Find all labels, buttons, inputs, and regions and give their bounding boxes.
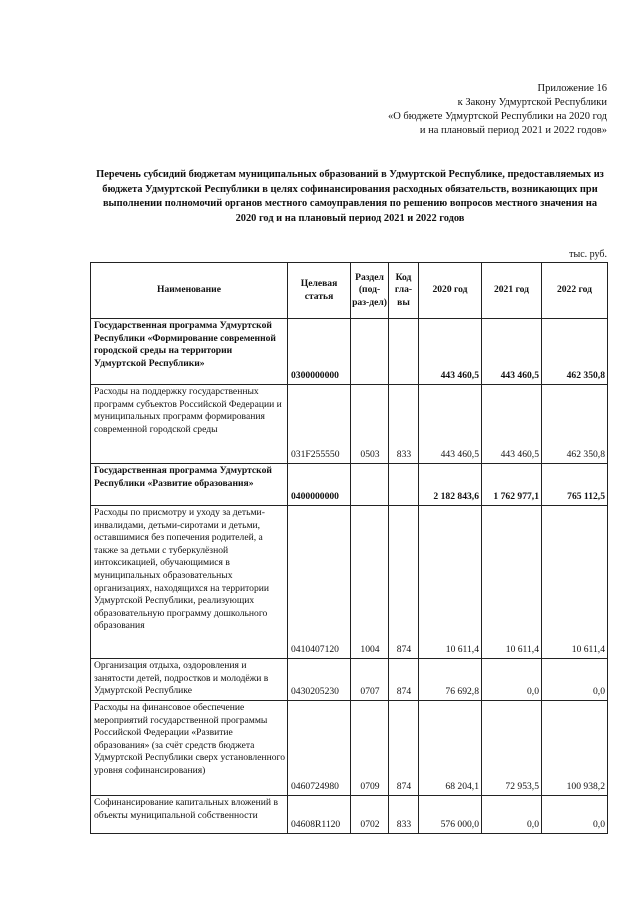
row-section [351,319,389,385]
row-2021: 443 460,5 [482,319,542,385]
row-section: 0709 [351,701,389,796]
row-2022: 100 938,2 [542,701,608,796]
row-2022: 462 350,8 [542,319,608,385]
column-header-2020: 2020 год [419,263,482,319]
row-name: Государственная программа Удмуртской Республики «Формирование современной городской среды на территории Удмуртской Республики» [91,319,288,385]
row-name: Расходы на поддержку государственных программ субъектов Российской Федерации и муниципальных программ формирования современной городской среды [91,385,288,464]
row-name: Организация отдыха, оздоровления и занятости детей, подростков и молодёжи в Удмуртской Республике [91,659,288,701]
column-header-chapter: Код гла-вы [389,263,419,319]
title-line: Перечень субсидий бюджетам муниципальных образований в Удмуртской Республике, предоставляемых из [96,169,604,180]
appendix-line: к Закону Удмуртской Республики [457,97,607,108]
row-name: Государственная программа Удмуртской Республики «Развитие образования» [91,464,288,506]
row-chapter: 833 [389,385,419,464]
row-2020: 443 460,5 [419,385,482,464]
appendix-line: и на плановый период 2021 и 2022 годов» [419,125,607,136]
row-2021: 1 762 977,1 [482,464,542,506]
column-header-2022: 2022 год [542,263,608,319]
appendix-reference [307,82,607,138]
appendix-line: «О бюджете Удмуртской Республики на 2020 год [387,111,607,122]
row-chapter: 874 [389,701,419,796]
row-section: 0503 [351,385,389,464]
document-title [86,168,614,226]
row-2021: 0,0 [482,659,542,701]
row-name: Расходы по присмотру и уходу за детьми-инвалидами, детьми-сиротами и детьми, оставшимися без попечения родителей, а также за детьми с туберкулёзной интоксикацией, обучающимися в муниципальных образовательных организациях, находящихся на территории Удмуртской Республики, реализующих образовательную программу дошкольного образования [91,506,288,659]
row-2021: 0,0 [482,796,542,834]
row-2021: 72 953,5 [482,701,542,796]
row-chapter [389,464,419,506]
row-name: Софинансирование капитальных вложений в объекты муниципальной собственности [91,796,288,834]
column-header-code: Целевая статья [288,263,351,319]
row-chapter: 833 [389,796,419,834]
row-2020: 68 204,1 [419,701,482,796]
row-2022: 0,0 [542,659,608,701]
row-2020: 2 182 843,6 [419,464,482,506]
row-code: 0400000000 [288,464,351,506]
column-header-name: Наименование [91,263,288,319]
row-chapter [389,319,419,385]
row-code: 0410407120 [288,506,351,659]
row-2020: 76 692,8 [419,659,482,701]
appendix-line: Приложение 16 [537,83,607,94]
row-section: 0702 [351,796,389,834]
table-header-row [91,263,608,319]
row-2021: 10 611,4 [482,506,542,659]
title-line: выполнении полномочий органов местного самоуправления по решению вопросов местного значения на [102,198,598,209]
column-header-2021: 2021 год [482,263,542,319]
column-header-section: Раздел (под-раз-дел) [351,263,389,319]
row-section [351,464,389,506]
title-line: 2020 год и на плановый период 2021 и 2022 годов [235,212,465,224]
row-name: Расходы на финансовое обеспечение мероприятий государственной программы Российской Федерации «Развитие образования» (за счёт средств бюджета Удмуртской Республики сверх установленного уровня софинансирования) [91,701,288,796]
row-2022: 462 350,8 [542,385,608,464]
subsidies-table [90,262,608,834]
row-code: 04608R1120 [288,796,351,834]
row-2020: 576 000,0 [419,796,482,834]
title-line: бюджета Удмуртской Республики в целях софинансирования расходных обязательств, возникающих при [102,183,598,195]
row-code: 0430205230 [288,659,351,701]
units-label: тыс. руб. [569,249,607,260]
table-row [91,319,608,385]
table-row [91,506,608,659]
table-row [91,796,608,834]
row-2020: 443 460,5 [419,319,482,385]
row-2022: 765 112,5 [542,464,608,506]
row-2020: 10 611,4 [419,506,482,659]
row-2021: 443 460,5 [482,385,542,464]
row-code: 0300000000 [288,319,351,385]
row-chapter: 874 [389,659,419,701]
row-section: 0707 [351,659,389,701]
row-2022: 0,0 [542,796,608,834]
table-row [91,464,608,506]
row-section: 1004 [351,506,389,659]
row-chapter: 874 [389,506,419,659]
table-row [91,659,608,701]
table-row [91,701,608,796]
row-code: 031F255550 [288,385,351,464]
table-row [91,385,608,464]
row-code: 0460724980 [288,701,351,796]
row-2022: 10 611,4 [542,506,608,659]
